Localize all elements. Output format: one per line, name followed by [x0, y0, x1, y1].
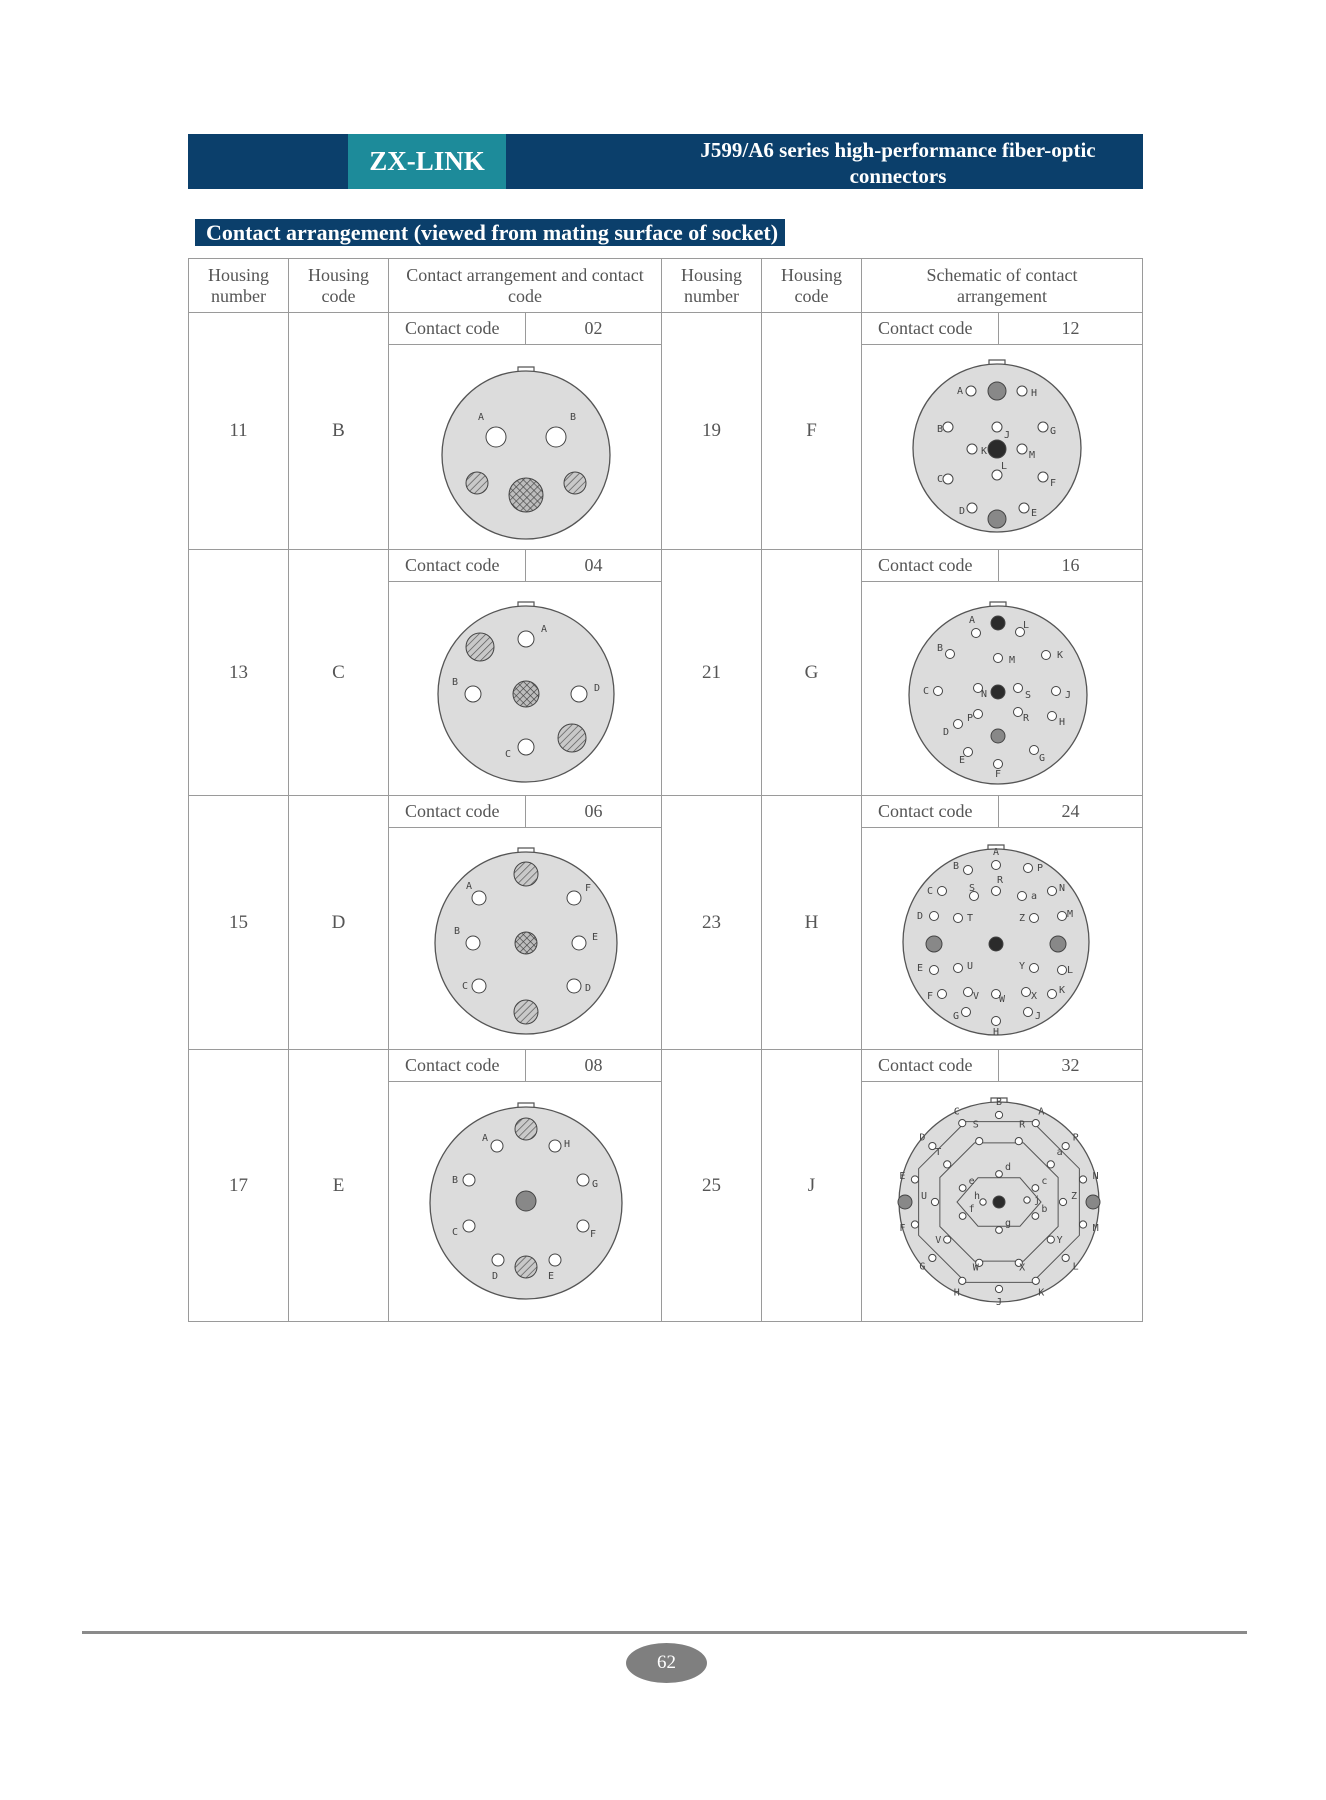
contact-letter: R [996, 875, 1004, 886]
contact-pin [1058, 966, 1067, 975]
contact-letter: F [589, 1229, 597, 1240]
contact-letter: a [1056, 1146, 1063, 1158]
contact-pin [472, 979, 486, 993]
contact-letter: K [1056, 650, 1064, 661]
contact-letter: g [1004, 1218, 1012, 1229]
contact-letter: Y [1018, 961, 1026, 972]
diagram-04-svg [389, 582, 663, 797]
contact-code-label: Contact code [861, 549, 999, 582]
contact-letter: E [899, 1171, 906, 1183]
contact-pin [1038, 422, 1048, 432]
contact-letter: P [966, 713, 974, 724]
contact-pin [1032, 1120, 1039, 1127]
housing-code-cell: F [761, 312, 862, 550]
contact-pin [1079, 1221, 1086, 1228]
contact-code-value: 24 [998, 795, 1143, 828]
contact-letter: H [992, 1027, 1000, 1038]
contact-letter: C [461, 981, 469, 992]
contact-pin [992, 887, 1001, 896]
contact-letter: K [980, 446, 988, 457]
contact-pin [996, 1171, 1003, 1178]
contact-pin [954, 964, 963, 973]
contact-pin [966, 386, 976, 396]
contact-pin [472, 891, 486, 905]
contact-letter: G [591, 1179, 599, 1190]
contact-letter: H [563, 1139, 571, 1150]
diagram-12-svg [862, 345, 1144, 551]
contact-diagram-04 [388, 581, 662, 796]
contact-pin [1062, 1254, 1069, 1261]
contact-diagram-08 [388, 1081, 662, 1322]
contact-pin [1048, 712, 1057, 721]
contact-code-value: 02 [525, 312, 662, 345]
contact-letter: B [451, 677, 459, 688]
contact-code-value: 08 [525, 1049, 662, 1082]
contact-pin [991, 616, 1005, 630]
contact-letter: A [956, 386, 964, 397]
contact-letter: V [935, 1235, 942, 1247]
contact-letter: R [1019, 1119, 1026, 1131]
contact-letter: c [1041, 1176, 1048, 1187]
contact-pin [954, 914, 963, 923]
contact-pin [934, 687, 943, 696]
contact-letter: S [1024, 690, 1032, 701]
contact-code-value: 04 [525, 549, 662, 582]
contact-pin [1038, 472, 1048, 482]
contact-letter: Z [1070, 1191, 1078, 1202]
contact-letter: A [481, 1133, 489, 1144]
contact-pin [513, 681, 539, 707]
page-header [188, 134, 1143, 189]
contact-pin [967, 444, 977, 454]
contact-letter: F [899, 1222, 906, 1234]
housing-code-cell: J [761, 1049, 862, 1322]
contact-pin [911, 1176, 918, 1183]
contact-pin [1017, 386, 1027, 396]
contact-pin [1059, 1198, 1066, 1205]
contact-diagram-16 [861, 581, 1143, 796]
contact-pin [989, 937, 1003, 951]
contact-letter: M [1028, 450, 1036, 461]
contact-letter: M [1066, 909, 1074, 920]
contact-letter: H [953, 1287, 960, 1299]
contact-letter: J [995, 1297, 1003, 1308]
contact-pin [515, 1256, 537, 1278]
contact-pin [993, 1196, 1005, 1208]
contact-letter: C [953, 1106, 960, 1118]
contact-letter: B [569, 412, 577, 423]
contact-letter: G [952, 1011, 960, 1022]
contact-pin [1030, 964, 1039, 973]
contact-pin [974, 710, 983, 719]
header-title: J599/A6 series high-performance fiber-optic connectors [700, 138, 1096, 188]
contact-letter: M [1092, 1222, 1099, 1234]
contact-pin [1042, 651, 1051, 660]
contact-pin [992, 422, 1002, 432]
diagram-16-svg [862, 582, 1144, 797]
contact-pin [1014, 684, 1023, 693]
col-header-contact-arrangement: Contact arrangement and contact code [388, 258, 662, 313]
contact-letter: A [968, 615, 976, 626]
contact-pin [988, 440, 1006, 458]
contact-pin [976, 1138, 983, 1145]
contact-pin [930, 966, 939, 975]
housing-code-cell: G [761, 549, 862, 796]
contact-pin [463, 1174, 475, 1186]
contact-pin [995, 1111, 1002, 1118]
contact-pin [492, 1254, 504, 1266]
contact-letter: h [973, 1191, 981, 1202]
contact-pin [1086, 1195, 1100, 1209]
contact-letter: J [1003, 430, 1011, 441]
contact-pin [964, 866, 973, 875]
housing-code-cell: D [288, 795, 389, 1050]
contact-pin [509, 478, 543, 512]
contact-pin [967, 503, 977, 513]
contact-pin [1062, 1142, 1069, 1149]
contact-pin [1052, 687, 1061, 696]
contact-letter: E [547, 1271, 555, 1282]
contact-pin [1050, 936, 1066, 952]
contact-pin [1047, 1236, 1054, 1243]
contact-pin [988, 382, 1006, 400]
contact-pin [930, 912, 939, 921]
contact-diagram-12 [861, 344, 1143, 550]
contact-letter: C [451, 1227, 459, 1238]
contact-pin [929, 1254, 936, 1261]
contact-pin [515, 1118, 537, 1140]
contact-pin [954, 720, 963, 729]
contact-code-label: Contact code [861, 312, 999, 345]
contact-code-value: 16 [998, 549, 1143, 582]
diagram-06-svg [389, 828, 663, 1051]
contact-diagram-24 [861, 827, 1143, 1050]
contact-letter: P [1072, 1132, 1079, 1144]
contact-letter: a [1030, 891, 1038, 902]
contact-letter: C [936, 474, 944, 485]
contact-letter: D [958, 506, 966, 517]
contact-pin [518, 631, 534, 647]
contact-code-label: Contact code [388, 795, 526, 828]
contact-code-label: Contact code [861, 795, 999, 828]
contact-code-label: Contact code [388, 312, 526, 345]
contact-code-value: 32 [998, 1049, 1143, 1082]
contact-pin [549, 1140, 561, 1152]
contact-letter: A [477, 412, 485, 423]
contact-letter: Z [1018, 913, 1026, 924]
contact-pin [1019, 503, 1029, 513]
contact-letter: W [972, 1262, 979, 1274]
diagram-02-svg [389, 345, 663, 551]
contact-diagram-06 [388, 827, 662, 1050]
contact-pin [959, 1185, 966, 1192]
contact-code-value: 06 [525, 795, 662, 828]
contact-pin [994, 654, 1003, 663]
contact-letter: D [584, 983, 592, 994]
contact-pin [1032, 1277, 1039, 1284]
contact-letter: d [1004, 1162, 1012, 1173]
contact-letter: e [968, 1176, 975, 1187]
contact-letter: U [966, 961, 974, 972]
contact-pin [991, 685, 1005, 699]
contact-letter: B [451, 1175, 459, 1186]
contact-letter: H [1058, 717, 1066, 728]
contact-pin [515, 932, 537, 954]
contact-pin [571, 686, 587, 702]
contact-letter: E [1030, 508, 1038, 519]
contact-letter: X [1030, 991, 1038, 1002]
contact-pin [514, 862, 538, 886]
contact-letter: A [465, 881, 473, 892]
contact-pin [938, 887, 947, 896]
contact-pin [558, 724, 586, 752]
contact-pin [466, 633, 494, 661]
contact-letter: F [994, 769, 1002, 780]
housing-number-cell: 25 [661, 1049, 762, 1322]
contact-letter: W [998, 994, 1006, 1005]
contact-letter: D [593, 683, 601, 694]
contact-pin [577, 1220, 589, 1232]
contact-pin [1048, 887, 1057, 896]
contact-pin [572, 936, 586, 950]
diagram-24-svg [862, 828, 1144, 1051]
contact-pin [991, 729, 1005, 743]
contact-pin [996, 1227, 1003, 1234]
housing-number-cell: 17 [188, 1049, 289, 1322]
contact-letter: C [922, 686, 930, 697]
contact-letter: U [920, 1191, 928, 1202]
contact-pin [518, 739, 534, 755]
contact-pin [1058, 912, 1067, 921]
contact-pin [1032, 1213, 1039, 1220]
contact-pin [943, 422, 953, 432]
contact-letter: H [1030, 388, 1038, 399]
col-header-housing-code: Housing code [288, 258, 389, 313]
contact-pin [1030, 746, 1039, 755]
contact-pin [943, 474, 953, 484]
housing-number-cell: 15 [188, 795, 289, 1050]
contact-letter: B [952, 861, 960, 872]
contact-pin [1047, 1161, 1054, 1168]
contact-letter: V [972, 991, 980, 1002]
contact-pin [546, 427, 566, 447]
housing-number-cell: 19 [661, 312, 762, 550]
contact-pin [549, 1254, 561, 1266]
contact-pin [1018, 892, 1027, 901]
connector-body [442, 371, 610, 539]
contact-letter: B [936, 643, 944, 654]
contact-pin [938, 990, 947, 999]
diagram-08-svg [389, 1082, 663, 1323]
contact-letter: N [1092, 1171, 1099, 1183]
contact-pin [1014, 708, 1023, 717]
contact-pin [465, 686, 481, 702]
page-number: 62 [626, 1643, 707, 1683]
section-title: Contact arrangement (viewed from mating surface of socket) [195, 219, 785, 246]
contact-pin [992, 861, 1001, 870]
contact-pin [946, 650, 955, 659]
contact-letter: F [584, 883, 592, 894]
contact-letter: D [491, 1271, 499, 1282]
contact-letter: K [1038, 1287, 1045, 1299]
housing-number-cell: 23 [661, 795, 762, 1050]
contact-letter: E [958, 755, 966, 766]
contact-pin [926, 936, 942, 952]
contact-diagram-02 [388, 344, 662, 550]
contact-letter: K [1058, 985, 1066, 996]
contact-code-label: Contact code [861, 1049, 999, 1082]
contact-pin [1024, 864, 1033, 873]
contact-letter: S [972, 1119, 979, 1131]
contact-letter: R [1022, 713, 1030, 724]
contact-letter: X [1019, 1262, 1026, 1274]
contact-pin [962, 1008, 971, 1017]
contact-letter: A [992, 847, 1000, 858]
contact-pin [964, 988, 973, 997]
col-header-housing-code-2: Housing code [761, 258, 862, 313]
contact-letter: B [936, 424, 944, 435]
contact-pin [959, 1120, 966, 1127]
contact-letter: C [926, 886, 934, 897]
contact-pin [994, 760, 1003, 769]
housing-code-cell: C [288, 549, 389, 796]
contact-pin [911, 1221, 918, 1228]
housing-code-cell: H [761, 795, 862, 1050]
contact-letter: f [968, 1204, 975, 1215]
contact-code-value: 12 [998, 312, 1143, 345]
contact-pin [988, 510, 1006, 528]
contact-pin [992, 1017, 1001, 1026]
contact-pin [1022, 988, 1031, 997]
contact-letter: L [1000, 461, 1008, 472]
contact-letter: A [540, 624, 548, 635]
contact-pin [1030, 914, 1039, 923]
contact-letter: L [1022, 620, 1030, 631]
contact-letter: M [1008, 655, 1016, 666]
contact-letter: E [591, 932, 599, 943]
contact-pin [1015, 1138, 1022, 1145]
contact-letter: F [1049, 478, 1057, 489]
contact-letter: b [1041, 1204, 1048, 1215]
contact-pin [564, 472, 586, 494]
col-header-housing-number-2: Housing number [661, 258, 762, 313]
contact-letter: B [453, 926, 461, 937]
contact-pin [959, 1277, 966, 1284]
contact-letter: G [1038, 753, 1046, 764]
brand-logo: ZX-LINK [348, 134, 506, 189]
housing-number-cell: 13 [188, 549, 289, 796]
contact-pin [491, 1140, 503, 1152]
contact-code-label: Contact code [388, 549, 526, 582]
contact-pin [486, 427, 506, 447]
contact-pin [567, 891, 581, 905]
diagram-32-svg [862, 1082, 1144, 1323]
housing-code-cell: E [288, 1049, 389, 1322]
contact-letter: j [1033, 1195, 1041, 1206]
contact-letter: D [916, 911, 924, 922]
contact-letter: L [1066, 965, 1074, 976]
contact-pin [944, 1161, 951, 1168]
contact-pin [1079, 1176, 1086, 1183]
contact-pin [466, 472, 488, 494]
contact-letter: T [935, 1146, 942, 1158]
col-header-housing-number: Housing number [188, 258, 289, 313]
col-header-schematic: Schematic of contact arrangement [861, 258, 1143, 313]
housing-number-cell: 21 [661, 549, 762, 796]
contact-letter: L [1072, 1261, 1079, 1273]
contact-pin [995, 1285, 1002, 1292]
contact-pin [898, 1195, 912, 1209]
contact-letter: N [1058, 883, 1066, 894]
contact-pin [980, 1199, 986, 1205]
housing-number-cell: 11 [188, 312, 289, 550]
contact-pin [944, 1236, 951, 1243]
contact-letter: D [919, 1132, 926, 1144]
contact-pin [931, 1198, 938, 1205]
contact-pin [972, 629, 981, 638]
contact-letter: G [1049, 426, 1057, 437]
contact-pin [463, 1220, 475, 1232]
contact-pin [466, 936, 480, 950]
contact-pin [1017, 444, 1027, 454]
contact-pin [1032, 1185, 1039, 1192]
contact-letter: T [966, 913, 974, 924]
contact-letter: J [1034, 1011, 1042, 1022]
contact-pin [567, 979, 581, 993]
contact-letter: Y [1056, 1235, 1063, 1247]
contact-letter: D [942, 727, 950, 738]
contact-pin [959, 1213, 966, 1220]
contact-letter: B [995, 1097, 1003, 1108]
contact-pin [577, 1174, 589, 1186]
footer-rule [82, 1631, 1247, 1634]
contact-pin [1024, 1197, 1030, 1203]
contact-letter: N [980, 689, 988, 700]
contact-letter: S [968, 883, 976, 894]
contact-letter: C [504, 749, 512, 760]
contact-letter: E [916, 963, 924, 974]
contact-letter: A [1038, 1106, 1045, 1118]
contact-pin [514, 1000, 538, 1024]
contact-letter: P [1036, 863, 1044, 874]
contact-letter: F [926, 991, 934, 1002]
housing-code-cell: B [288, 312, 389, 550]
contact-pin [1024, 1008, 1033, 1017]
contact-letter: J [1064, 690, 1072, 701]
contact-letter: G [919, 1261, 926, 1273]
contact-diagram-32 [861, 1081, 1143, 1322]
contact-pin [516, 1191, 536, 1211]
contact-code-label: Contact code [388, 1049, 526, 1082]
contact-pin [1048, 990, 1057, 999]
